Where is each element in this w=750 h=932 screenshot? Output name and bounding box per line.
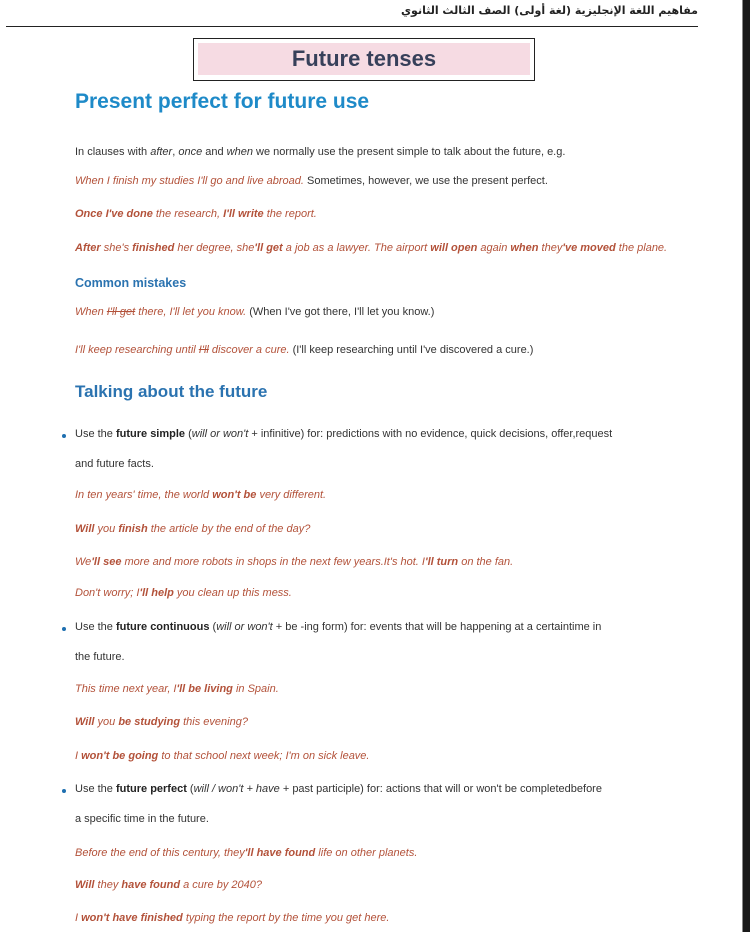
bullet-line: Use the future perfect (will / won't + have + past participle) for: actions that will or won't be completedbefore: [75, 783, 602, 795]
page-header: [6, 0, 698, 27]
section-heading-talking-future: Talking about the future: [75, 382, 268, 401]
bullet-line: Use the future continuous (will or won't + be -ing form) for: events that will be happening at a certaintime in: [75, 621, 602, 633]
example-line: Will you be studying this evening?: [75, 716, 248, 728]
example-line: I won't have finished typing the report by the time you get here.: [75, 912, 390, 924]
bullet-line-cont: a specific time in the future.: [75, 813, 209, 825]
mistake-line: When I'll get there, I'll let you know. (When I've got there, I'll let you know.): [75, 306, 435, 318]
example-line: Will they have found a cure by 2040?: [75, 879, 262, 891]
example-line: Don't worry; I'll help you clean up this mess.: [75, 587, 292, 599]
bullet-dot: [62, 789, 66, 793]
section-heading-present-perfect: Present perfect for future use: [75, 90, 370, 113]
bullet-line-cont: the future.: [75, 651, 125, 663]
bullet-line: Use the future simple (will or won't + infinitive) for: predictions with no evidence, quick decisions, offer,request: [75, 428, 613, 440]
example-line: This time next year, I'll be living in Spain.: [75, 683, 279, 695]
bullet-dot: [62, 627, 66, 631]
example-line: Will you finish the article by the end of the day?: [75, 523, 311, 535]
example-line: In ten years' time, the world won't be very different.: [75, 489, 327, 501]
example-line: After she's finished her degree, she'll get a job as a lawyer. The airport will open again when they've moved the plane.: [75, 242, 668, 254]
bullet-line-cont: and future facts.: [75, 458, 154, 470]
example-line: Once I've done the research, I'll write the report.: [75, 208, 317, 220]
common-mistakes-heading: Common mistakes: [75, 276, 187, 290]
page-title: Future tenses: [198, 43, 530, 75]
mistake-line: I'll keep researching until I'll discover a cure. (I'll keep researching until I've discovered a cure.): [75, 344, 534, 356]
example-line: Before the end of this century, they'll have found life on other planets.: [75, 847, 418, 859]
intro-line: In clauses with after, once and when we normally use the present simple to talk about the future, e.g.: [75, 146, 566, 158]
title-box: [193, 38, 535, 81]
example-line: When I finish my studies I'll go and live abroad. Sometimes, however, we use the present perfect.: [75, 175, 548, 187]
bullet-dot: [62, 434, 66, 438]
header-title: مفاهيم اللغة الإنجليزية (لغة أولى) الصف الثالث الثانوي: [400, 4, 698, 17]
example-line: We'll see more and more robots in shops in the next few years.It's hot. I'll turn on the fan.: [75, 556, 514, 568]
example-line: I won't be going to that school next week; I'm on sick leave.: [75, 750, 370, 762]
